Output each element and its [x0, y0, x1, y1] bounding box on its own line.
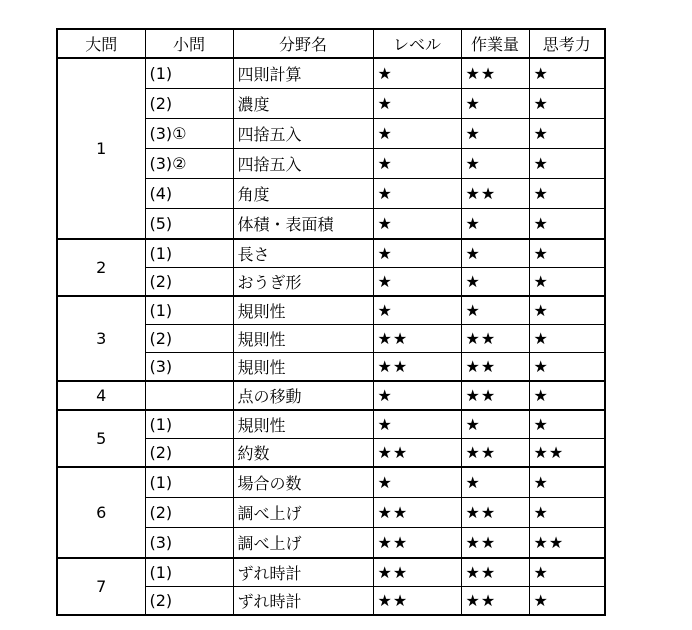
sub-question-cell: (3)①: [145, 119, 233, 149]
big-question-cell: 1: [57, 58, 145, 239]
thinking-stars: ★: [529, 467, 605, 498]
field-cell: 四捨五入: [233, 119, 373, 149]
workload-stars: ★: [461, 239, 529, 268]
sub-question-cell: (1): [145, 410, 233, 439]
workload-stars: ★★: [461, 498, 529, 528]
thinking-stars: ★: [529, 498, 605, 528]
sub-question-cell: (3)②: [145, 149, 233, 179]
table-row: [57, 558, 605, 587]
big-question-cell: 2: [57, 239, 145, 296]
level-stars: ★★: [373, 558, 461, 587]
sub-question-cell: (3): [145, 353, 233, 382]
level-stars: ★: [373, 467, 461, 498]
workload-stars: ★★: [461, 558, 529, 587]
header-level: レベル: [373, 29, 461, 58]
level-stars: ★★: [373, 498, 461, 528]
level-stars: ★★: [373, 353, 461, 382]
workload-stars: ★★: [461, 179, 529, 209]
level-stars: ★: [373, 268, 461, 297]
level-stars: ★: [373, 296, 461, 325]
field-cell: 四則計算: [233, 58, 373, 89]
big-question-cell: 6: [57, 467, 145, 558]
thinking-stars: ★: [529, 58, 605, 89]
field-cell: 四捨五入: [233, 149, 373, 179]
header-row: [57, 29, 605, 58]
sub-question-cell: (2): [145, 268, 233, 297]
table-row: [57, 381, 605, 410]
level-stars: ★★: [373, 439, 461, 468]
thinking-stars: ★★: [529, 528, 605, 559]
table-header: [57, 29, 605, 58]
workload-stars: ★: [461, 410, 529, 439]
level-stars: ★: [373, 89, 461, 119]
thinking-stars: ★: [529, 119, 605, 149]
thinking-stars: ★: [529, 268, 605, 297]
workload-stars: ★: [461, 149, 529, 179]
sub-question-cell: (1): [145, 467, 233, 498]
workload-stars: ★★: [461, 325, 529, 353]
sub-question-cell: (1): [145, 296, 233, 325]
field-cell: 規則性: [233, 296, 373, 325]
table-row: [57, 410, 605, 439]
field-cell: 体積・表面積: [233, 209, 373, 240]
table-row: [57, 296, 605, 325]
sub-question-cell: (1): [145, 558, 233, 587]
field-cell: 規則性: [233, 410, 373, 439]
thinking-stars: ★: [529, 179, 605, 209]
level-stars: ★: [373, 149, 461, 179]
thinking-stars: ★: [529, 239, 605, 268]
sub-question-cell: (1): [145, 58, 233, 89]
table-row: [57, 239, 605, 268]
field-cell: 規則性: [233, 353, 373, 382]
field-cell: 濃度: [233, 89, 373, 119]
thinking-stars: ★: [529, 89, 605, 119]
level-stars: ★: [373, 410, 461, 439]
level-stars: ★★: [373, 587, 461, 616]
header-thinking: 思考力: [529, 29, 605, 58]
field-cell: 角度: [233, 179, 373, 209]
header-workload: 作業量: [461, 29, 529, 58]
level-stars: ★: [373, 119, 461, 149]
workload-stars: ★★: [461, 353, 529, 382]
thinking-stars: ★: [529, 325, 605, 353]
thinking-stars: ★: [529, 558, 605, 587]
workload-stars: ★: [461, 296, 529, 325]
header-big-question: 大問: [57, 29, 145, 58]
difficulty-table: [56, 28, 606, 616]
level-stars: ★: [373, 381, 461, 410]
thinking-stars: ★: [529, 353, 605, 382]
workload-stars: ★★: [461, 381, 529, 410]
field-cell: 長さ: [233, 239, 373, 268]
sub-question-cell: (2): [145, 89, 233, 119]
thinking-stars: ★: [529, 381, 605, 410]
workload-stars: ★: [461, 209, 529, 240]
thinking-stars: ★: [529, 410, 605, 439]
field-cell: 点の移動: [233, 381, 373, 410]
sub-question-cell: (3): [145, 528, 233, 559]
header-sub-question: 小問: [145, 29, 233, 58]
level-stars: ★: [373, 58, 461, 89]
workload-stars: ★: [461, 89, 529, 119]
field-cell: 調べ上げ: [233, 528, 373, 559]
workload-stars: ★★: [461, 587, 529, 616]
level-stars: ★: [373, 209, 461, 240]
sub-question-cell: (5): [145, 209, 233, 240]
table-row: [57, 58, 605, 89]
field-cell: おうぎ形: [233, 268, 373, 297]
workload-stars: ★★: [461, 439, 529, 468]
sub-question-cell: [145, 381, 233, 410]
table-row: [57, 467, 605, 498]
table-body: [57, 58, 605, 615]
field-cell: 場合の数: [233, 467, 373, 498]
level-stars: ★★: [373, 325, 461, 353]
thinking-stars: ★: [529, 149, 605, 179]
field-cell: 約数: [233, 439, 373, 468]
thinking-stars: ★: [529, 587, 605, 616]
level-stars: ★: [373, 239, 461, 268]
big-question-cell: 3: [57, 296, 145, 381]
workload-stars: ★★: [461, 58, 529, 89]
field-cell: 規則性: [233, 325, 373, 353]
sub-question-cell: (2): [145, 498, 233, 528]
thinking-stars: ★★: [529, 439, 605, 468]
workload-stars: ★★: [461, 528, 529, 559]
level-stars: ★: [373, 179, 461, 209]
header-field: 分野名: [233, 29, 373, 58]
big-question-cell: 4: [57, 381, 145, 410]
big-question-cell: 7: [57, 558, 145, 615]
thinking-stars: ★: [529, 209, 605, 240]
workload-stars: ★: [461, 119, 529, 149]
sub-question-cell: (4): [145, 179, 233, 209]
sub-question-cell: (1): [145, 239, 233, 268]
thinking-stars: ★: [529, 296, 605, 325]
level-stars: ★★: [373, 528, 461, 559]
field-cell: ずれ時計: [233, 587, 373, 616]
workload-stars: ★: [461, 268, 529, 297]
sub-question-cell: (2): [145, 587, 233, 616]
sub-question-cell: (2): [145, 325, 233, 353]
workload-stars: ★: [461, 467, 529, 498]
sub-question-cell: (2): [145, 439, 233, 468]
big-question-cell: 5: [57, 410, 145, 467]
field-cell: 調べ上げ: [233, 498, 373, 528]
field-cell: ずれ時計: [233, 558, 373, 587]
